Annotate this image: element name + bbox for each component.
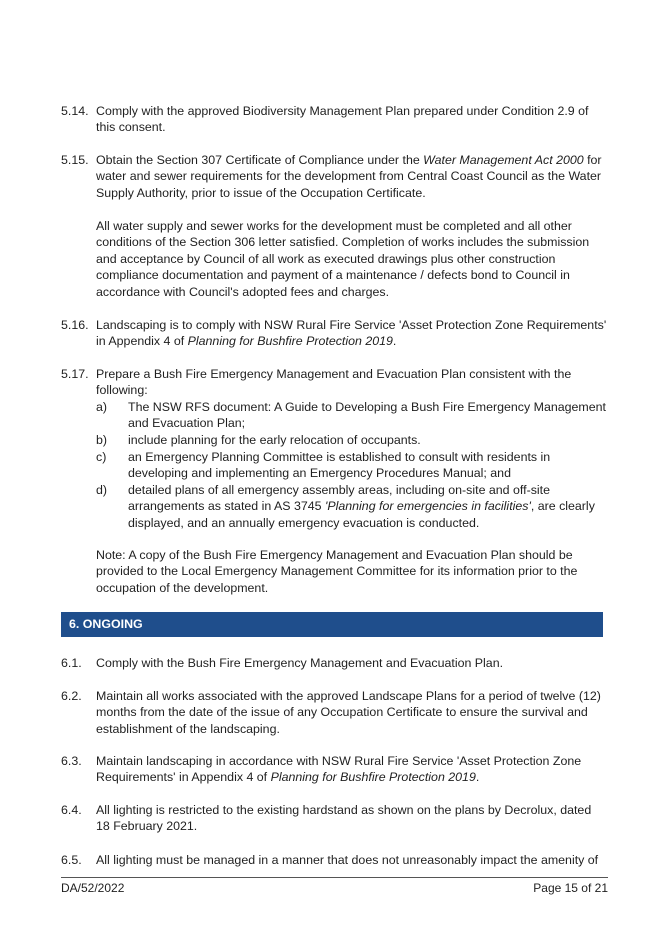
section-header	[61, 612, 603, 637]
clause-note: Note: A copy of the Bush Fire Emergency Management and Evacuation Plan should be provided to the Local Emergency Management Committee for its information prior to the occupation of the development.	[96, 548, 578, 595]
page-number: Page 15 of 21	[533, 881, 608, 895]
clause-text: Comply with the Bush Fire Emergency Management and Evacuation Plan.	[96, 656, 504, 670]
sub-item-text: detailed plans of all emergency assembly areas, including on-site and off-site arrangements as stated in AS 3745 'Planning for emergencies in facilities', are clearly displayed, and an annually emergency evacuation is conducted.	[128, 483, 595, 530]
clause-text: Landscaping is to comply with NSW Rural Fire Service 'Asset Protection Zone Requirements' in Appendix 4 of Planning for Bushfire Protection 2019.	[96, 318, 607, 349]
clause-number: 6.4.	[61, 803, 82, 817]
footer-divider	[61, 877, 608, 878]
clause-number: 6.1.	[61, 656, 82, 670]
document-reference: DA/52/2022	[61, 881, 125, 895]
sub-item-letter: c)	[96, 450, 107, 464]
act-title: Water Management Act 2000	[423, 153, 584, 167]
clause-number: 5.15.	[61, 153, 89, 167]
clause-text: Comply with the approved Biodiversity Management Plan prepared under Condition 2.9 of this consent.	[96, 104, 589, 135]
clause-text: Prepare a Bush Fire Emergency Management and Evacuation Plan consistent with the following:	[96, 367, 572, 398]
sub-item-text: include planning for the early relocation of occupants.	[128, 433, 421, 447]
clause-text: All lighting is restricted to the existing hardstand as shown on the plans by Decrolux, dated 18 February 2021.	[96, 803, 592, 834]
clause-number: 5.17.	[61, 367, 89, 381]
standard-title: 'Planning for emergencies in facilities'	[325, 499, 531, 514]
clause-text: Obtain the Section 307 Certificate of Compliance under the Water Management Act 2000 for water and sewer requirements for the development from Central Coast Council as the Water Supply Authority, prior to issue of the Occupation Certificate.	[96, 153, 602, 200]
clause-number: 6.5.	[61, 853, 82, 867]
sub-item-letter: a)	[96, 400, 108, 414]
sub-item-text: an Emergency Planning Committee is established to consult with residents in developing and implementing an Emergency Procedures Manual; and	[128, 450, 551, 481]
sub-item-letter: d)	[96, 483, 108, 497]
sub-item-text: The NSW RFS document: A Guide to Developing a Bush Fire Emergency Management and Evacuation Plan;	[128, 400, 606, 431]
clause-number: 6.3.	[61, 754, 82, 768]
clause-text: Maintain landscaping in accordance with NSW Rural Fire Service 'Asset Protection Zone Requirements' in Appendix 4 of Planning for Bushfire Protection 2019.	[96, 754, 582, 785]
publication-title: Planning for Bushfire Protection 2019	[187, 334, 393, 349]
clause-text: All lighting must be managed in a manner that does not unreasonably impact the amenity of	[96, 853, 599, 867]
clause-number: 5.16.	[61, 318, 89, 332]
clause-number: 5.14.	[61, 104, 89, 118]
section-title: 6. ONGOING	[69, 617, 143, 631]
sub-item-letter: b)	[96, 433, 108, 447]
clause-number: 6.2.	[61, 689, 82, 703]
publication-title: Planning for Bushfire Protection 2019	[270, 770, 476, 785]
clause-paragraph: All water supply and sewer works for the development must be completed and all other conditions of the Section 306 letter satisfied. Completion of works includes the submission and acceptance by Council of all work as executed drawings plus other construction compliance documentation and payment of a maintenance / defects bond to Council in accordance with Council's adopted fees and charges.	[96, 219, 590, 299]
clause-text: Maintain all works associated with the approved Landscape Plans for a period of twelve (12) months from the date of the issue of any Occupation Certificate to ensure the survival and establishment of the landscaping.	[96, 689, 601, 736]
